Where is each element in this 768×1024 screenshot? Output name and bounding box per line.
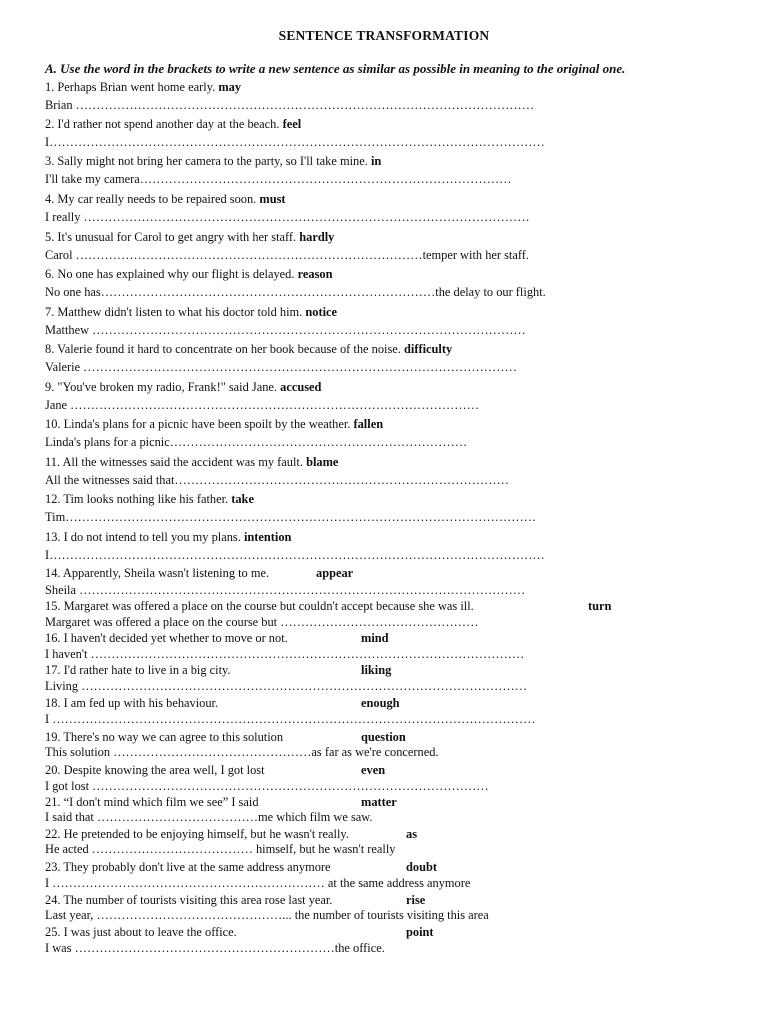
question-text: 17. I'd rather hate to live in a big city. [45, 663, 231, 677]
keyword: must [259, 192, 286, 206]
keyword: rise [406, 893, 426, 907]
question-24 [45, 893, 332, 908]
question-text: 15. Margaret was offered a place on the course but couldn't accept because she was ill. [45, 599, 474, 613]
question-9 [45, 380, 321, 395]
keyword: question [361, 730, 406, 744]
keyword: feel [282, 117, 302, 131]
question-text: 10. Linda's plans for a picnic have been spoilt by the weather. [45, 417, 351, 431]
question-text: 18. I am fed up with his behaviour. [45, 696, 219, 710]
keyword: take [231, 492, 254, 506]
answer-line-5[interactable]: Carol …………………………………………………………………………temper with her staff. [45, 248, 529, 262]
question-text: 9. "You've broken my radio, Frank!" said Jane. [45, 380, 278, 394]
answer-line-19[interactable]: This solution …………………………………………as far as we're concerned. [45, 745, 439, 759]
question-text: 11. All the witnesses said the accident was my fault. [45, 455, 303, 469]
keyword: enough [361, 696, 400, 710]
question-text: 25. I was just about to leave the office. [45, 925, 237, 939]
question-text: 13. I do not intend to tell you my plans. [45, 530, 241, 544]
question-text: 7. Matthew didn't listen to what his doctor told him. [45, 305, 303, 319]
answer-line-2[interactable]: I………………………………………………………………………………………………………… [45, 135, 545, 149]
question-5 [45, 230, 334, 245]
keyword: even [361, 763, 386, 777]
keyword: difficulty [404, 342, 453, 356]
answer-line-3[interactable]: I'll take my camera……………………………………………………………………………… [45, 172, 512, 186]
question-text: 1. Perhaps Brian went home early. [45, 80, 216, 94]
question-6 [45, 267, 332, 282]
answer-line-15[interactable]: Margaret was offered a place on the course but ………………………………………… [45, 615, 479, 629]
keyword: mind [361, 631, 389, 645]
question-4 [45, 192, 286, 207]
question-22 [45, 827, 349, 842]
answer-line-13[interactable]: I………………………………………………………………………………………………………… [45, 548, 545, 562]
question-text: 24. The number of tourists visiting this area rose last year. [45, 893, 333, 907]
keyword: as [406, 827, 418, 841]
answer-line-17[interactable]: Living ……………………………………………………………………………………………… [45, 679, 528, 693]
answer-line-21[interactable]: I said that …………………………………me which film we saw. [45, 810, 373, 824]
keyword: hardly [299, 230, 335, 244]
page-title: SENTENCE TRANSFORMATION [278, 28, 490, 43]
question-15 [45, 599, 474, 614]
answer-line-7[interactable]: Matthew …………………………………………………………………………………………… [45, 323, 526, 337]
keyword: appear [316, 566, 354, 580]
question-11 [45, 455, 338, 470]
question-14 [45, 566, 269, 581]
question-21 [45, 795, 259, 810]
answer-line-22[interactable]: He acted ………………………………… himself, but he wasn't really [45, 842, 396, 856]
question-1 [45, 80, 241, 95]
instructions: A. Use the word in the brackets to write a new sentence as similar as possible in meaning to the original one. [45, 61, 626, 76]
question-text: 5. It's unusual for Carol to get angry with her staff. [45, 230, 297, 244]
keyword: intention [243, 530, 292, 544]
keyword: blame [306, 455, 339, 469]
question-text: 16. I haven't decided yet whether to move or not. [45, 631, 288, 645]
answer-line-10[interactable]: Linda's plans for a picnic……………………………………………………………… [45, 435, 468, 449]
keyword: point [406, 925, 434, 939]
question-text: 20. Despite knowing the area well, I got lost [45, 763, 265, 777]
question-text: 12. Tim looks nothing like his father. [45, 492, 229, 506]
keyword: may [218, 80, 242, 94]
answer-line-8[interactable]: Valerie …………………………………………………………………………………………… [45, 360, 517, 374]
question-text: 14. Apparently, Sheila wasn't listening to me. [45, 566, 270, 580]
answer-line-20[interactable]: I got lost …………………………………………………………………………………… [45, 779, 489, 793]
question-text: 4. My car really needs to be repaired soon. [45, 192, 257, 206]
question-20 [45, 763, 265, 778]
answer-line-9[interactable]: Jane ……………………………………………………………………………………… [45, 398, 480, 412]
keyword: matter [361, 795, 397, 809]
question-text: 19. There's no way we can agree to this solution [45, 730, 284, 744]
answer-line-23[interactable]: I ………………………………………………………… at the same address anymore [45, 876, 471, 890]
question-text: 23. They probably don't live at the same address anymore [45, 860, 331, 874]
question-12 [45, 492, 254, 507]
keyword: reason [297, 267, 333, 281]
question-25 [45, 925, 237, 940]
keyword: turn [588, 599, 612, 613]
question-10 [45, 417, 383, 432]
answer-line-14[interactable]: Sheila ……………………………………………………………………………………………… [45, 583, 526, 597]
question-7 [45, 305, 337, 320]
question-text: 2. I'd rather not spend another day at the beach. [45, 117, 280, 131]
answer-line-6[interactable]: No one has………………………………………………………………………the delay to our flight. [45, 285, 546, 299]
answer-line-24[interactable]: Last year, ………………………………………... the number of tourists visiting this area [45, 908, 489, 922]
question-text: 6. No one has explained why our flight is delayed. [45, 267, 295, 281]
question-17 [45, 663, 231, 678]
answer-line-12[interactable]: Tim…………………………………………………………………………………………………… [45, 510, 537, 524]
question-8 [45, 342, 452, 357]
question-16 [45, 631, 288, 646]
answer-line-25[interactable]: I was ………………………………………………………the office. [45, 941, 385, 955]
answer-line-16[interactable]: I haven't …………………………………………………………………………………………… [45, 647, 525, 661]
question-3 [45, 154, 381, 169]
question-23 [45, 860, 331, 875]
question-text: 21. “I don't mind which film we see” I said [45, 795, 259, 809]
keyword: in [370, 154, 382, 168]
answer-line-1[interactable]: Brian ………………………………………………………………………………………………… [45, 98, 535, 112]
question-19 [45, 730, 283, 745]
keyword: accused [280, 380, 322, 394]
question-2 [45, 117, 301, 132]
question-text: 3. Sally might not bring her camera to the party, so I'll take mine. [45, 154, 368, 168]
keyword: fallen [353, 417, 384, 431]
keyword: liking [361, 663, 392, 677]
question-text: 8. Valerie found it hard to concentrate on her book because of the noise. [45, 342, 401, 356]
answer-line-18[interactable]: I ……………………………………………………………………………………………………… [45, 712, 536, 726]
answer-line-11[interactable]: All the witnesses said that……………………………………………………………………… [45, 473, 509, 487]
question-13 [45, 530, 291, 545]
question-18 [45, 696, 218, 711]
question-text: 22. He pretended to be enjoying himself, but he wasn't really. [45, 827, 349, 841]
answer-line-4[interactable]: I really ……………………………………………………………………………………………… [45, 210, 530, 224]
keyword: notice [305, 305, 338, 319]
keyword: doubt [406, 860, 437, 874]
